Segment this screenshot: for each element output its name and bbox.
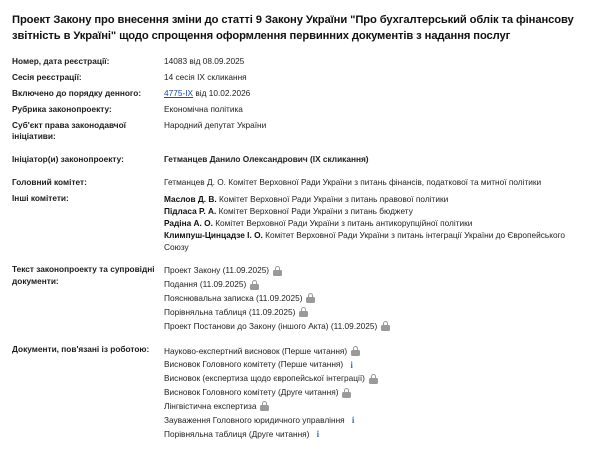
table-row-related-docs xyxy=(12,342,588,443)
table-row-initiator xyxy=(12,152,588,168)
list-item[interactable] xyxy=(164,358,588,372)
label-agenda: Включено до порядку денного: xyxy=(12,88,142,99)
document-label: Проект Постанови до Закону (іншого Акта) (11.09.2025) xyxy=(164,320,378,331)
lock-icon xyxy=(260,401,269,411)
info-icon[interactable]: i xyxy=(316,429,320,440)
row-spacer-1 xyxy=(12,145,588,152)
table-row-agenda xyxy=(12,86,588,102)
row-spacer-2 xyxy=(12,168,588,175)
list-item[interactable] xyxy=(164,372,588,386)
lock-icon xyxy=(299,307,308,317)
page-title: Проект Закону про внесення зміни до статті 9 Закону України "Про бухгалтерський облік та фінансову звітність в Україні" щодо спрощення оформлення первинних документів з надання послуг xyxy=(12,14,574,43)
list-item xyxy=(164,217,588,229)
lock-icon xyxy=(381,321,390,331)
committee-person: Радіна А. О. xyxy=(164,217,213,228)
document-label: Проект Закону (11.09.2025) xyxy=(164,265,270,276)
label-related-docs: Документи, пов'язані із роботою: xyxy=(12,344,150,355)
table-row-number-date xyxy=(12,54,588,70)
agenda-date: від 10.02.2026 xyxy=(195,88,251,99)
list-item xyxy=(164,205,588,217)
committee-person: Климпуш-Цинцадзе І. О. xyxy=(164,229,263,240)
document-label: Порівняльна таблиця (11.09.2025) xyxy=(164,306,296,317)
info-icon[interactable]: i xyxy=(350,359,353,370)
label-other-committees: Інші комітети: xyxy=(12,192,69,203)
lock-icon xyxy=(369,374,378,384)
document-label: Подання (11.09.2025) xyxy=(164,279,247,290)
bill-metadata-table xyxy=(12,54,588,443)
label-main-committee: Головний комітет: xyxy=(12,176,87,187)
list-item[interactable] xyxy=(164,427,588,441)
value-agenda xyxy=(164,86,588,102)
list-item[interactable] xyxy=(164,400,588,414)
list-item[interactable] xyxy=(164,386,588,400)
label-number-date: Номер, дата реєстрації: xyxy=(12,56,110,67)
committee-text: Комітет Верховної Ради України з питань інтеграції України до Європейського Союзу xyxy=(164,229,566,252)
lock-icon xyxy=(351,346,360,356)
document-label: Пояснювальна записка (11.09.2025) xyxy=(164,293,303,304)
list-item[interactable] xyxy=(164,264,588,278)
value-initiator: Гетманцев Данило Олександрович (IX скликання) xyxy=(164,154,369,165)
agenda-link[interactable]: 4775-IX xyxy=(164,88,194,99)
committee-text: Комітет Верховної Ради України з питань правової політики xyxy=(219,193,449,204)
label-subject: Суб'єкт права законодавчої ініціативи: xyxy=(12,119,127,142)
list-item[interactable] xyxy=(164,344,588,358)
row-spacer-3 xyxy=(12,255,588,262)
table-row-other-committees xyxy=(12,191,588,255)
value-session: 14 сесія IX скликання xyxy=(164,72,247,83)
document-label: Порівняльна таблиця (Друге читання) xyxy=(164,428,310,439)
table-row-bill-text xyxy=(12,262,588,335)
label-session: Сесія реєстрації: xyxy=(12,72,82,83)
table-row-rubric xyxy=(12,102,588,118)
committee-text: Комітет Верховної Ради України з питань бюджету xyxy=(218,205,413,216)
value-number-date: 14083 від 08.09.2025 xyxy=(164,56,245,67)
label-rubric: Рубрика законопроекту: xyxy=(12,103,112,114)
document-label: Лінгвістична експертиза xyxy=(164,401,257,412)
value-other-committees xyxy=(164,191,588,255)
list-item[interactable] xyxy=(164,292,588,306)
document-label: Висновок Головного комітету (Друге читання) xyxy=(164,387,339,398)
label-bill-text: Текст законопроекту та супровідні документи: xyxy=(12,263,155,286)
lock-icon xyxy=(273,266,282,276)
value-related-docs xyxy=(164,342,588,443)
document-label: Висновок (експертиза щодо європейської інтеграції) xyxy=(164,373,365,384)
info-icon[interactable]: i xyxy=(351,415,355,426)
lock-icon xyxy=(250,280,259,290)
table-row-main-committee xyxy=(12,175,588,191)
lock-icon xyxy=(306,293,315,303)
list-item[interactable] xyxy=(164,305,588,319)
value-bill-text-docs xyxy=(164,262,588,335)
list-item[interactable] xyxy=(164,319,588,333)
lock-icon xyxy=(342,388,351,398)
row-spacer-4 xyxy=(12,335,588,342)
table-row-subject xyxy=(12,118,588,146)
table-row-session xyxy=(12,70,588,86)
list-item[interactable] xyxy=(164,413,588,427)
committee-text: Комітет Верховної Ради України з питань антикорупційної політики xyxy=(215,217,473,228)
committee-person: Маслов Д. В. xyxy=(164,193,217,204)
value-main-committee: Гетманцев Д. О. Комітет Верховної Ради України з питань фінансів, податкової та митної політики xyxy=(164,176,542,187)
list-item xyxy=(164,229,588,253)
label-initiator: Ініціатор(и) законопроекту: xyxy=(12,154,124,165)
document-label: Зауваження Головного юридичного управління xyxy=(164,414,345,425)
list-item[interactable] xyxy=(164,278,588,292)
document-label: Науково-експертний висновок (Перше читання) xyxy=(164,345,348,356)
value-rubric: Економічна політика xyxy=(164,103,243,114)
committee-person: Підласа Р. А. xyxy=(164,205,217,216)
value-subject: Народний депутат України xyxy=(164,119,267,130)
list-item xyxy=(164,193,588,205)
document-label: Висновок Головного комітету (Перше читання) xyxy=(164,359,344,370)
